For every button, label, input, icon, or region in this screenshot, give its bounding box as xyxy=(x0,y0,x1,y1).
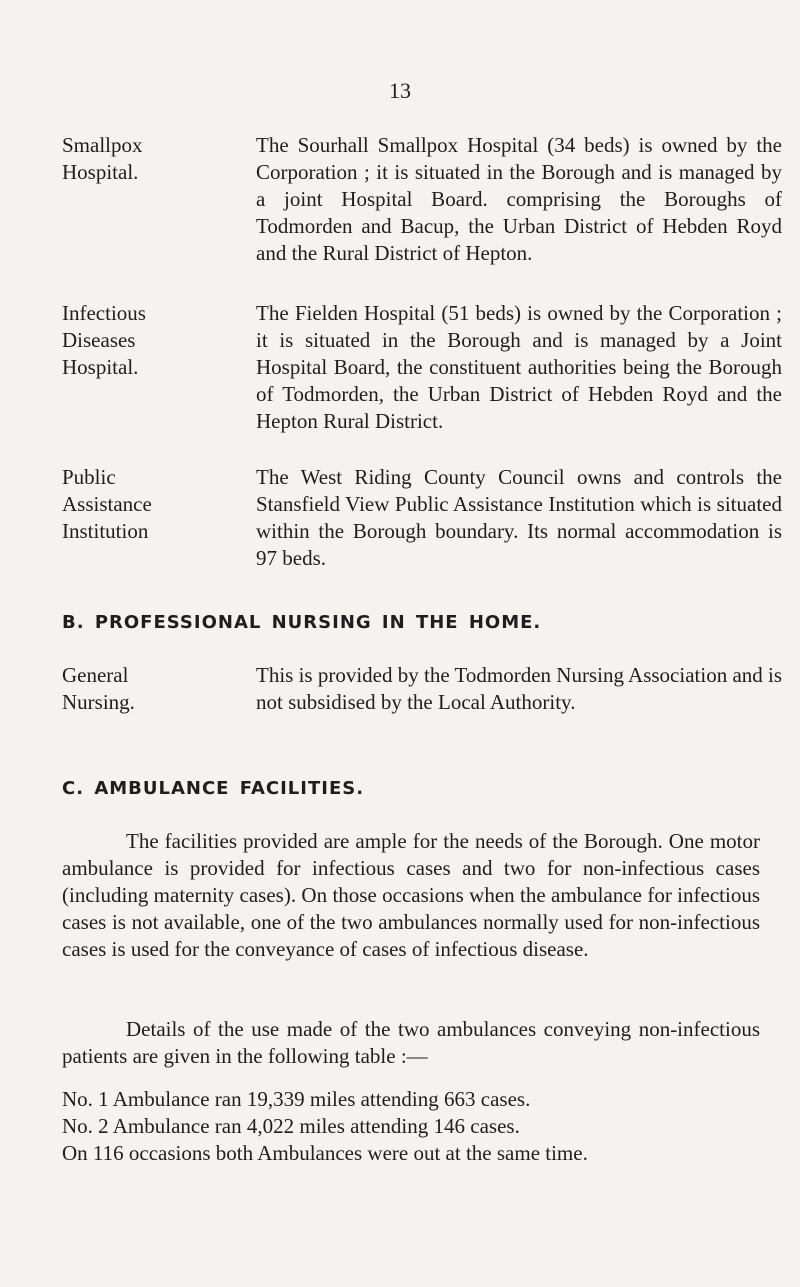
side-heading-line: Infectious xyxy=(62,301,146,325)
entry-public-assistance-institution xyxy=(62,464,782,572)
side-heading-line: Smallpox xyxy=(62,133,143,157)
side-heading-line: Hospital. xyxy=(62,355,139,379)
entry-general-nursing xyxy=(62,662,782,716)
side-heading-line: Public xyxy=(62,465,116,489)
ambulance-paragraph-1: The facilities provided are ample for the needs of the Borough. One motor ambulance is provided for infectious cases and two for non-infectious cases (including maternity cases). On those occasions when the ambulance for infectious cases is not available, one of the two ambulances normally used for non-infectious cases is used for the conveyance of cases of infectious disease. xyxy=(62,829,760,961)
ambulance-stat-line: No. 1 Ambulance ran 19,339 miles attending 663 cases. xyxy=(62,1087,531,1111)
ambulance-paragraph-2: Details of the use made of the two ambulances conveying non-infectious patients are given in the following table :— xyxy=(62,1017,760,1068)
side-heading-line: Nursing. xyxy=(62,690,135,714)
entry-text: The Sourhall Smallpox Hospital (34 beds) is owned by the Corporation ; it is situated in the Borough and is managed by a joint Hospital Board. comprising the Boroughs of Todmorden and Bacup, the Urban District of Hebden Royd and the Rural District of Hepton. xyxy=(256,133,782,265)
entry-text: The West Riding County Council owns and controls the Stansfield View Public Assistance Institution which is situated within the Borough boundary. Its normal accommodation is 97 beds. xyxy=(256,465,782,570)
ambulance-statistics xyxy=(62,1086,762,1167)
side-heading xyxy=(62,662,212,716)
side-heading xyxy=(62,464,212,545)
side-heading xyxy=(62,300,212,381)
entry-infectious-diseases-hospital xyxy=(62,300,782,435)
side-heading-line: Diseases xyxy=(62,328,136,352)
side-heading-line: General xyxy=(62,663,129,687)
ambulance-stat-line: No. 2 Ambulance ran 4,022 miles attending 146 cases. xyxy=(62,1114,520,1138)
entry-text: This is provided by the Todmorden Nursing Association and is not subsidised by the Local Authority. xyxy=(256,663,783,714)
page-number: 13 xyxy=(389,78,411,103)
side-heading-line: Hospital. xyxy=(62,160,139,184)
section-heading-b: B. PROFESSIONAL NURSING IN THE HOME. xyxy=(62,612,542,633)
side-heading-line: Assistance xyxy=(62,492,152,516)
side-heading xyxy=(62,132,212,186)
ambulance-stat-line: On 116 occasions both Ambulances were out at the same time. xyxy=(62,1141,588,1165)
side-heading-line: Institution xyxy=(62,519,149,543)
entry-text: The Fielden Hospital (51 beds) is owned by the Corporation ; it is situated in the Borough and is managed by a Joint Hospital Board, the constituent authorities being the Borough of Todmorden, the Urban District of Hebden Royd and the Hepton Rural District. xyxy=(256,301,782,433)
section-heading-c: C. AMBULANCE FACILITIES. xyxy=(62,778,365,799)
entry-smallpox-hospital xyxy=(62,132,782,267)
